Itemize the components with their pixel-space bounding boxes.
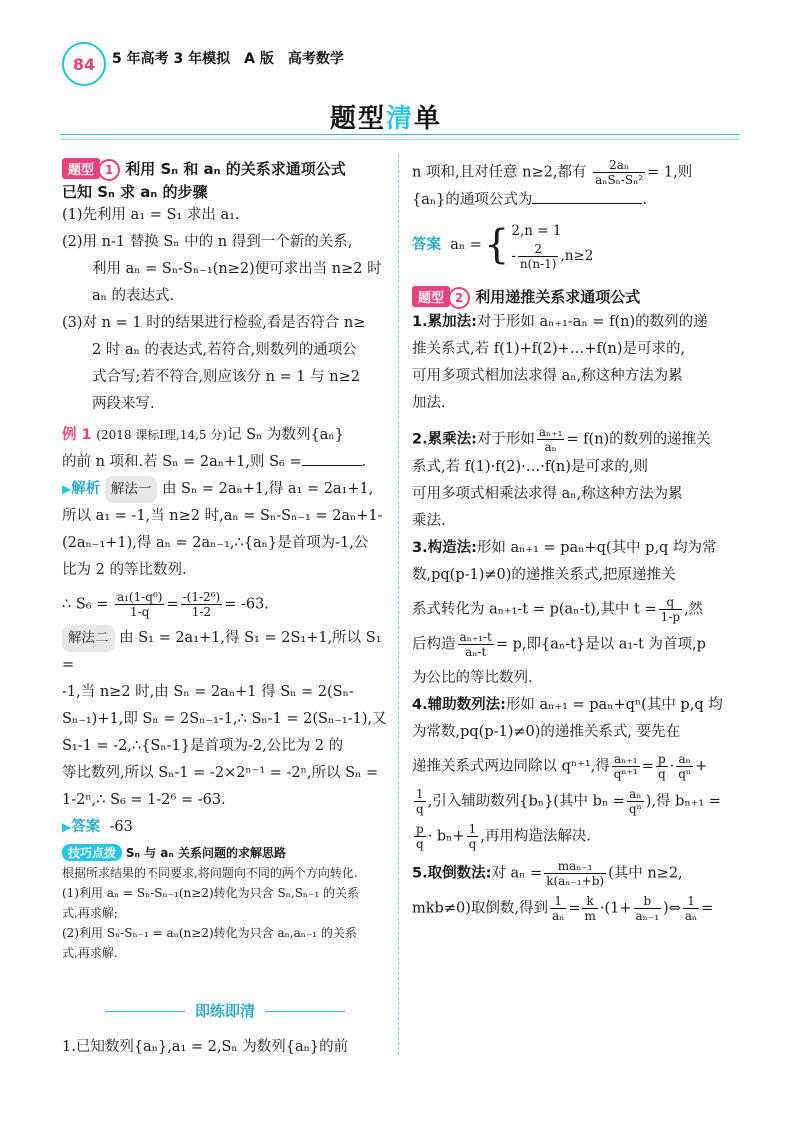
step-2b: 利用 aₙ = Sₙ-Sₙ₋₁(n≥2)便可求出当 n≥2 时	[92, 261, 382, 277]
method-2-b: -1,当 n≥2 时,由 Sₙ = 2aₙ+1 得 Sₙ = 2(Sₙ-	[62, 684, 354, 700]
banner-prefix: 题型	[330, 104, 387, 134]
tip-line-4: (2)利用 Sₙ-Sₙ₋₁ = aₙ(n≥2)转化为只含 aₙ,aₙ₋₁ 的关系	[62, 926, 357, 940]
page-number: 84	[62, 42, 106, 86]
right-column	[412, 158, 742, 923]
step-3d: 两段来写.	[92, 396, 155, 412]
triangle-icon: ▶	[62, 482, 72, 496]
header-rule-light	[60, 139, 740, 140]
method-item-4: 4.辅助数列法:形如 aₙ₊₁ = paₙ+qⁿ(其中 p,q 均	[412, 697, 723, 713]
practice-answer: 答案 aₙ = { 2,n = 1 - $\frac{2}{n(n-1)}$ ,n≥2	[412, 222, 594, 271]
type1-heading	[62, 158, 388, 181]
method-2-a: 解法二 由 S₁ = 2a₁+1,得 S₁ = 2S₁+1,所以 S₁ =	[62, 625, 388, 679]
answer-label: 答案	[412, 236, 441, 253]
method-item-4-c: 递推关系式两边同除以 qⁿ⁺¹,得 $\frac{\text{aₙ₊₁}}{\text{qⁿ⁺¹}}$ = $\frac{p}{q}$ · $\frac{\text{aₙ}}{\text{qⁿ}}$ +	[412, 752, 708, 781]
method-1-b: 所以 a₁ = -1,当 n≥2 时,aₙ = Sₙ-Sₙ₋₁ = 2aₙ+1-	[62, 508, 383, 524]
step-2c: aₙ 的表达式.	[92, 288, 175, 304]
method-item-3-b: 数,pq(p-1)≠0)的递推关系式,把原递推关	[412, 567, 676, 583]
method-item-2: 2.累乘法:对于形如 $\frac{\text{aₙ₊₁}}{\text{aₙ}}$ = f(n)的数列的递推关	[412, 425, 711, 454]
banner-highlight: 清	[386, 104, 415, 134]
left-column	[62, 158, 388, 963]
method-1-formula: ∴ S₆ = $\frac{\text{a₁(1-q⁶)}}{1-q}$ = $\frac{\text{-(1-2⁶)}}{1-2}$ = -63.	[62, 590, 269, 619]
column-divider	[398, 155, 399, 1055]
header-rule	[60, 134, 740, 135]
practice-q1-line2: n 项和,且对任意 n≥2,都有 $\frac{\text{2aₙ}}{\text{aₙSₙ-Sₙ²}}$ = 1,则	[412, 158, 693, 187]
tip-line-5: 式,再求解.	[62, 946, 118, 960]
running-title: 5 年高考 3 年模拟 A 版 高考数学	[112, 51, 344, 67]
example-q1: 记 Sₙ 为数列{aₙ}	[227, 427, 344, 443]
method-1-c: (2aₙ₋₁+1),得 aₙ = 2aₙ₋₁,∴{aₙ}是首项为-1,公	[62, 535, 369, 551]
step-3b: 2 时 aₙ 的表达式,若符合,则数列的通项公	[92, 342, 357, 358]
method-item-3-c: 系式转化为 aₙ₊₁-t = p(aₙ-t),其中 t = $\frac{q}{1-p}$ ,然	[412, 595, 704, 624]
step-2a: (2)用 n-1 替换 Sₙ 中的 n 得到一个新的关系,	[62, 234, 353, 250]
example-label: 例 1	[62, 427, 92, 443]
type-number-badge: 1	[98, 159, 120, 181]
method-2-c: Sₙ₋₁)+1,即 Sₙ = 2Sₙ₋₁-1,∴ Sₙ-1 = 2(Sₙ₋₁-1),又	[62, 711, 387, 727]
method-item-1-c: 可用多项式相加法求得 aₙ,称这种方法为累	[412, 368, 683, 384]
example-q2: 的前 n 项和.若 Sₙ = 2aₙ+1,则 S₆ = .	[62, 449, 388, 476]
answer-blank	[532, 189, 642, 204]
type-number-badge: 2	[448, 287, 470, 309]
method-item-3-e: 为公比的等比数列.	[412, 670, 533, 686]
method-item-5: 5.取倒数法:对 aₙ = $\frac{\text{maₙ₋₁}}{\text{k(aₙ₋₁+b)}}$ (其中 n≥2,	[412, 859, 683, 888]
tip-title: Sₙ 与 aₙ 关系问题的求解思路	[125, 846, 287, 860]
method-item-1-d: 加法.	[412, 395, 446, 411]
type-tag: 题型	[412, 286, 450, 307]
tip-label: 技巧点拨	[62, 844, 122, 861]
method-item-2-b: 系式,若 f(1)·f(2)·…·f(n)是可求的,则	[412, 459, 648, 475]
triangle-icon: ▶	[62, 820, 72, 834]
method-item-4-b: 为常数,pq(p-1)≠0)的递推关系式, 要先在	[412, 724, 681, 740]
type1-title: 利用 Sₙ 和 aₙ 的关系求通项公式	[125, 160, 346, 178]
type-tag: 题型	[62, 158, 100, 179]
method-2-d: S₁-1 = -2,∴{Sₙ-1}是首项为-2,公比为 2 的	[62, 738, 344, 754]
step-3c: 式合写;若不符合,则应该分 n = 1 与 n≥2	[92, 369, 360, 385]
method-2-pill: 解法二	[62, 625, 115, 652]
practice-heading: 即练即清	[62, 1000, 388, 1021]
step-1: (1)先利用 a₁ = S₁ 求出 a₁.	[62, 207, 240, 223]
answer-label: 答案	[71, 819, 101, 835]
method-2-f: 1-2ⁿ,∴ S₆ = 1-2⁶ = -63.	[62, 792, 226, 808]
banner-suffix: 单	[414, 104, 443, 134]
solution-method-1: ▶解析 解法一 由 Sₙ = 2aₙ+1,得 a₁ = 2a₁+1,	[62, 476, 388, 503]
method-item-4-e: $\frac{p}{q}$ · bₙ+ $\frac{1}{q}$ ,再用构造法解决.	[416, 822, 592, 851]
practice-q1-line3: {aₙ}的通项公式为 .	[412, 187, 742, 214]
method-item-2-c: 可用多项式相乘法求得 aₙ,称这种方法为累	[412, 486, 683, 502]
tip-line-2: (1)利用 aₙ = Sₙ-Sₙ₋₁(n≥2)转化为只含 Sₙ,Sₙ₋₁ 的关系	[62, 886, 360, 900]
step-3a: (3)对 n = 1 时的结果进行检验,看是否符合 n≥	[62, 315, 366, 331]
method-item-1: 1.累加法:对于形如 aₙ₊₁-aₙ = f(n)的数列的递	[412, 314, 708, 330]
method-item-1-b: 推关系式,若 f(1)+f(2)+…+f(n)是可求的,	[412, 341, 686, 357]
type2-heading	[412, 286, 742, 309]
method-2-e: 等比数列,所以 Sₙ-1 = -2×2ⁿ⁻¹ = -2ⁿ,所以 Sₙ =	[62, 765, 379, 781]
tip-line-1: 根据所求结果的不同要求,将问题向不同的两个方向转化.	[62, 866, 358, 880]
type2-title: 利用递推关系求通项公式	[475, 288, 641, 306]
method-item-3-d: 后构造 $\frac{\text{aₙ₊₁-t}}{\text{aₙ-t}}$ = p,即{aₙ-t}是以 a₁-t 为首项,p	[412, 630, 706, 659]
example-1-question	[62, 422, 388, 449]
method-1-pill: 解法一	[105, 476, 158, 503]
method-1-d: 比为 2 的等比数列.	[62, 562, 187, 578]
steps-heading: 已知 Sₙ 求 aₙ 的步骤	[62, 183, 208, 201]
method-item-2-d: 乘法.	[412, 513, 446, 529]
section-banner	[330, 98, 442, 135]
method-item-5-b: mkb≠0)取倒数,得到 $\frac{1}{\text{aₙ}}$ = $\frac{k}{m}$ ·(1+ $\frac{b}{\text{aₙ₋₁}}$ )⇔ $\frac{1}{\text{aₙ}}$ =	[412, 894, 714, 923]
tip-box	[62, 843, 388, 963]
method-item-3: 3.构造法:形如 aₙ₊₁ = paₙ+q(其中 p,q 均为常	[412, 540, 717, 556]
example-answer: ▶答案 -63	[62, 819, 133, 835]
tip-line-3: 式,再求解;	[62, 906, 118, 920]
solution-label: 解析	[71, 481, 101, 497]
practice-q1-line1: 1.已知数列{aₙ},a₁ = 2,Sₙ 为数列{aₙ}的前	[62, 1039, 349, 1055]
answer-blank	[302, 451, 362, 466]
method-item-4-d: $\frac{1}{q}$ ,引入辅助数列{bₙ}(其中 bₙ = $\frac{\text{aₙ}}{\text{qⁿ}}$ ),得 bₙ₊₁ =	[416, 787, 721, 816]
example-source: (2018 课标Ⅰ理,14,5 分)	[96, 428, 228, 442]
